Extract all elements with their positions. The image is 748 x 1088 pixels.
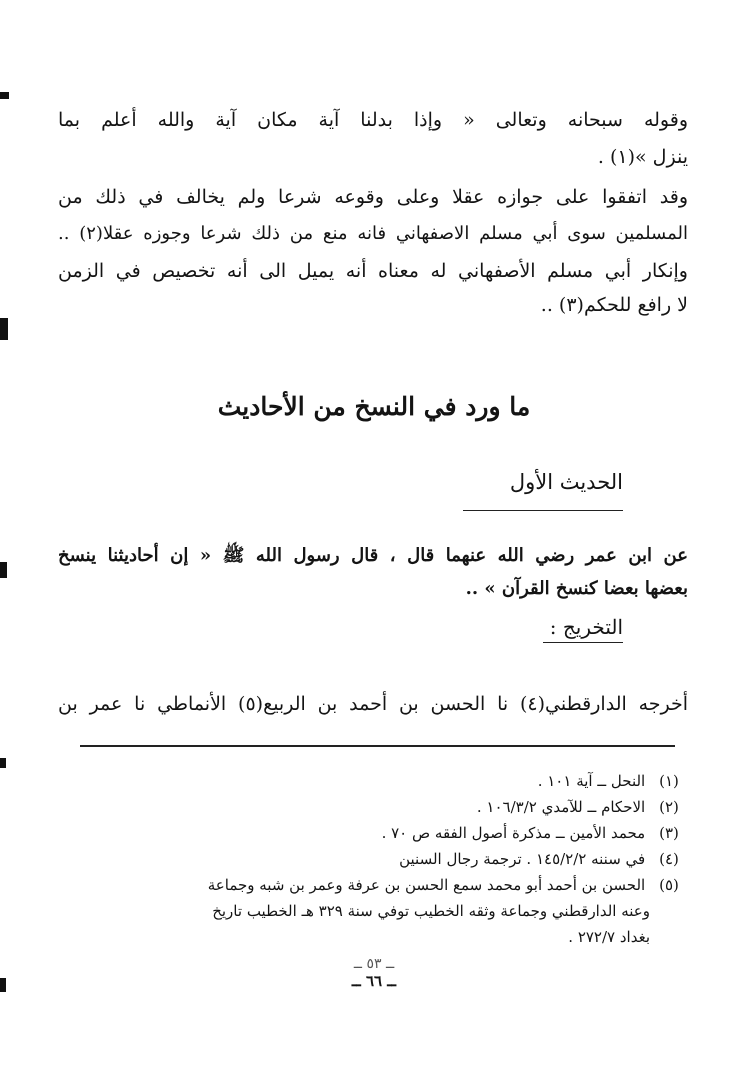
- body-line: ينزل »(١) .: [597, 146, 688, 168]
- footnote: [58, 874, 688, 896]
- hadith-line: عن ابن عمر رضي الله عنهما قال ، قال رسول الله ﷺ « إن أحاديثنا ينسخ: [58, 545, 688, 566]
- body-line: المسلمين سوى أبي مسلم الاصفهاني فانه منع من ذلك شرعا وجوزه عقلا(٢) ..: [58, 223, 688, 244]
- footnote-text: الحسن بن أحمد أبو محمد سمع الحسن بن عرفة وعمر بن شبه وجماعة: [207, 876, 646, 894]
- takhrij-underline: [543, 642, 623, 643]
- section-heading: ما ورد في النسخ من الأحاديث: [217, 392, 531, 421]
- footnote-number: (٥): [659, 876, 679, 894]
- hadith-line: بعضها بعضا كنسخ القرآن » ..: [465, 578, 688, 599]
- footnote: [58, 770, 688, 792]
- footnote: [58, 822, 688, 844]
- body-line: وقوله سبحانه وتعالى « وإذا بدلنا آية مكان آية والله أعلم بما: [58, 109, 688, 131]
- footnote-divider: [80, 745, 675, 747]
- footnote-text: محمد الأمين ــ مذكرة أصول الفقه ص ٧٠ .: [381, 824, 646, 842]
- footnote-text: في سننه ١٤٥/٢/٢ . ترجمة رجال السنين: [399, 850, 646, 868]
- footnote-text: النحل ــ آية ١٠١ .: [537, 772, 646, 790]
- scan-mark: [0, 758, 6, 768]
- takhrij-label: التخريج :: [549, 615, 623, 639]
- footnote-text: الاحكام ــ للآمدي ١٠٦/٣/٢ .: [476, 798, 646, 816]
- page-number: ــ ٦٦ ــ: [351, 972, 397, 990]
- footnote: [58, 796, 688, 818]
- footnote-number: (٤): [659, 850, 679, 868]
- body-line: وإنكار أبي مسلم الأصفهاني له معناه أنه يميل الى أنه تخصيص في الزمن: [58, 260, 688, 282]
- footnote-number: (٣): [659, 824, 679, 842]
- bleed-through-text: [58, 520, 688, 538]
- page-number-faint: ــ ٥٣ ــ: [353, 956, 395, 972]
- scan-mark: [0, 318, 8, 340]
- bleed-through-text: [58, 452, 688, 470]
- body-line: لا رافع للحكم(٣) ..: [540, 294, 688, 316]
- subheading-underline: [463, 510, 623, 511]
- footnote-continuation: وعنه الدارقطني وجماعة وثقه الخطيب توفي سنة ٣٢٩ هـ الخطيب تاريخ: [212, 902, 650, 920]
- subheading: الحديث الأول: [509, 470, 623, 494]
- footnote-continuation: بغداد ٢٧٢/٧ .: [568, 928, 650, 946]
- bleed-through-text: [58, 372, 688, 390]
- footnote-number: (٢): [659, 798, 679, 816]
- body-line: وقد اتفقوا على جوازه عقلا وعلى وقوعه شرعا ولم يخالف في ذلك من: [58, 186, 688, 208]
- footnote-number: (١): [659, 772, 679, 790]
- scan-mark: [0, 92, 9, 99]
- takhrij-text: أخرجه الدارقطني(٤) نا الحسن بن أحمد بن الربيع(٥) الأنماطي نا عمر بن: [58, 693, 689, 715]
- footnote: [58, 848, 688, 870]
- scan-mark: [0, 562, 7, 578]
- bleed-through-text: [58, 345, 688, 363]
